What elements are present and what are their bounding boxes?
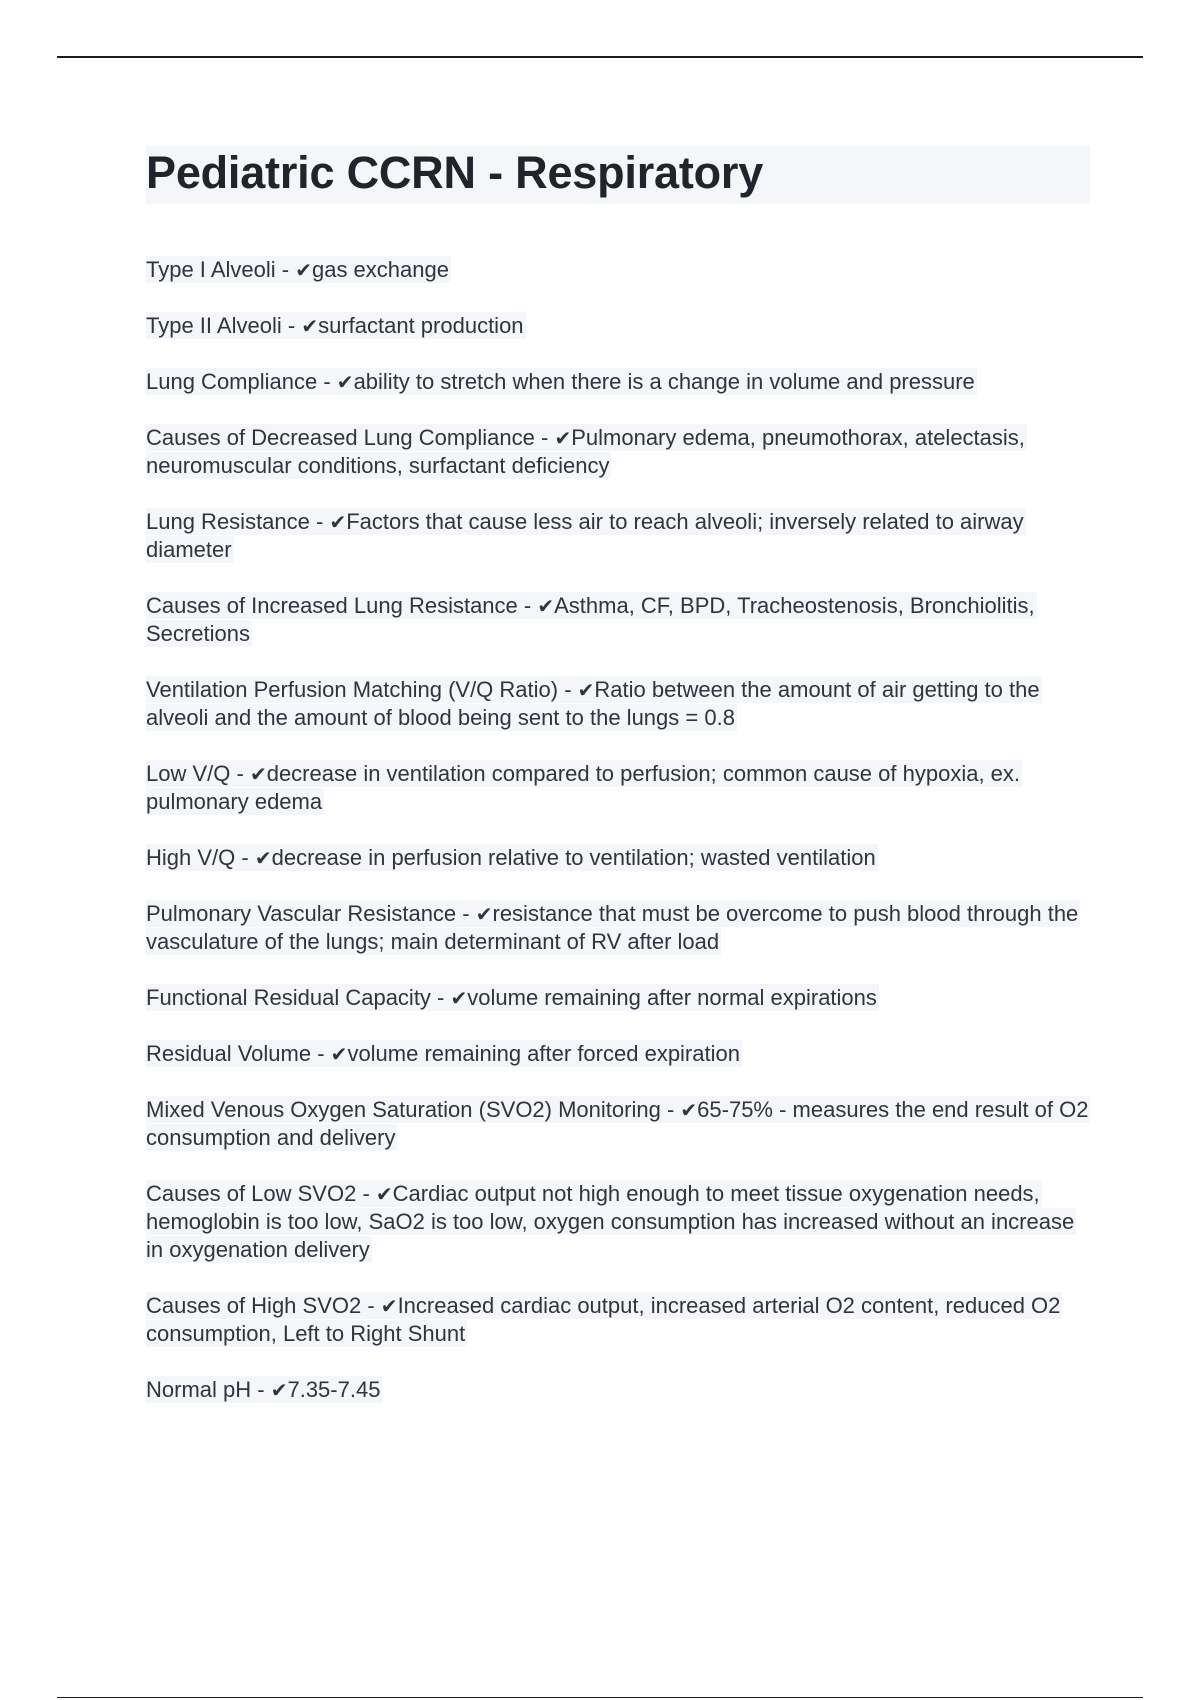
term-separator: -	[251, 1377, 271, 1402]
flashcard-entry	[146, 1376, 1090, 1404]
flashcard-definition: decrease in ventilation compared to perfusion; common cause of hypoxia, ex. pulmonary edema	[146, 761, 1021, 814]
flashcard-definition: 7.35-7.45	[287, 1377, 381, 1402]
flashcard-definition: Factors that cause less air to reach alveoli; inversely related to airway diameter	[146, 509, 1024, 562]
checkmark-icon: ✔	[380, 1294, 398, 1318]
document-content	[146, 146, 1090, 1432]
term-separator: -	[275, 257, 296, 282]
term-separator: -	[235, 845, 255, 870]
flashcard-term: Normal pH	[146, 1377, 252, 1402]
flashcard-definition: Cardiac output not high enough to meet tissue oxygenation needs, hemoglobin is too low, SaO2 is too low, oxygen consumption has increased without an increase in oxygenation delivery	[146, 1181, 1075, 1262]
flashcard-text	[146, 984, 879, 1011]
checkmark-icon: ✔	[475, 902, 493, 926]
flashcard-entry	[146, 256, 1090, 284]
term-separator: -	[281, 313, 302, 338]
term-separator: -	[558, 677, 578, 702]
term-separator: -	[517, 593, 538, 618]
flashcard-entry	[146, 312, 1090, 340]
flashcard-text	[146, 592, 1037, 647]
flashcard-term: Functional Residual Capacity	[146, 985, 431, 1010]
term-separator: -	[230, 761, 250, 786]
flashcard-text	[146, 1292, 1062, 1347]
flashcard-definition: Pulmonary edema, pneumothorax, atelectasis, neuromuscular conditions, surfactant deficiency	[146, 425, 1025, 478]
checkmark-icon: ✔	[254, 846, 272, 870]
flashcard-entry	[146, 424, 1090, 480]
flashcard-definition: volume remaining after forced expiration	[347, 1041, 740, 1066]
checkmark-icon: ✔	[330, 1042, 348, 1066]
flashcard-text	[146, 760, 1022, 815]
flashcard-term: Lung Resistance	[146, 509, 310, 534]
term-separator: -	[430, 985, 451, 1010]
bottom-rule	[57, 1697, 1143, 1698]
flashcard-text	[146, 256, 451, 283]
flashcard-text	[146, 312, 526, 339]
flashcard-list	[146, 256, 1090, 1404]
flashcard-definition: surfactant production	[318, 313, 524, 338]
flashcard-entry	[146, 1180, 1090, 1264]
checkmark-icon: ✔	[577, 678, 595, 702]
term-separator: -	[534, 425, 555, 450]
flashcard-text	[146, 1180, 1076, 1263]
flashcard-entry	[146, 508, 1090, 564]
checkmark-icon: ✔	[450, 986, 468, 1010]
flashcard-term: Causes of Decreased Lung Compliance	[146, 425, 535, 450]
checkmark-icon: ✔	[537, 594, 555, 618]
flashcard-term: Causes of Increased Lung Resistance	[146, 593, 518, 618]
flashcard-definition: Ratio between the amount of air getting to the alveoli and the amount of blood being sent to the lungs = 0.8	[146, 677, 1040, 730]
term-separator: -	[317, 369, 337, 394]
flashcard-text	[146, 844, 878, 871]
flashcard-definition: ability to stretch when there is a change in volume and pressure	[353, 369, 975, 394]
flashcard-entry	[146, 844, 1090, 872]
flashcard-entry	[146, 368, 1090, 396]
flashcard-term: Low V/Q	[146, 761, 231, 786]
flashcard-definition: 65-75% - measures the end result of O2 consumption and delivery	[146, 1097, 1089, 1150]
flashcard-text	[146, 900, 1080, 955]
flashcard-text	[146, 676, 1042, 731]
flashcard-entry	[146, 984, 1090, 1012]
checkmark-icon: ✔	[680, 1098, 698, 1122]
flashcard-entry	[146, 1040, 1090, 1068]
flashcard-text	[146, 368, 977, 395]
checkmark-icon: ✔	[295, 258, 312, 282]
checkmark-icon: ✔	[375, 1182, 393, 1206]
flashcard-entry	[146, 1096, 1090, 1152]
flashcard-entry	[146, 900, 1090, 956]
term-separator: -	[660, 1097, 681, 1122]
flashcard-term: Causes of Low SVO2	[146, 1181, 357, 1206]
flashcard-entry	[146, 592, 1090, 648]
flashcard-term: High V/Q	[146, 845, 236, 870]
top-rule	[57, 56, 1143, 58]
flashcard-term: Causes of High SVO2	[146, 1293, 362, 1318]
flashcard-definition: resistance that must be overcome to push blood through the vasculature of the lungs; main determinant of RV after load	[146, 901, 1079, 954]
flashcard-text	[146, 1040, 742, 1067]
flashcard-definition: volume remaining after normal expirations	[467, 985, 877, 1010]
term-separator: -	[309, 509, 330, 534]
flashcard-entry	[146, 760, 1090, 816]
flashcard-term: Mixed Venous Oxygen Saturation (SVO2) Monitoring	[146, 1097, 661, 1122]
checkmark-icon: ✔	[301, 314, 319, 338]
flashcard-text	[146, 1376, 382, 1403]
flashcard-definition: gas exchange	[311, 257, 449, 282]
checkmark-icon: ✔	[554, 426, 572, 450]
flashcard-term: Residual Volume	[146, 1041, 312, 1066]
term-separator: -	[311, 1041, 331, 1066]
flashcard-term: Pulmonary Vascular Resistance	[146, 901, 457, 926]
flashcard-term: Ventilation Perfusion Matching (V/Q Ratio)	[146, 677, 559, 702]
flashcard-entry	[146, 676, 1090, 732]
flashcard-entry	[146, 1292, 1090, 1348]
flashcard-term: Type I Alveoli	[146, 257, 276, 282]
flashcard-definition: Increased cardiac output, increased arterial O2 content, reduced O2 consumption, Left to Right Shunt	[146, 1293, 1061, 1346]
checkmark-icon: ✔	[336, 370, 354, 394]
checkmark-icon: ✔	[329, 510, 347, 534]
flashcard-term: Lung Compliance	[146, 369, 318, 394]
page-title: Pediatric CCRN - Respiratory	[146, 146, 1090, 204]
term-separator: -	[456, 901, 476, 926]
flashcard-definition: Asthma, CF, BPD, Tracheostenosis, Bronchiolitis, Secretions	[146, 593, 1035, 646]
checkmark-icon: ✔	[270, 1378, 288, 1402]
flashcard-text	[146, 1096, 1090, 1151]
flashcard-text	[146, 508, 1026, 563]
flashcard-text	[146, 424, 1027, 479]
checkmark-icon: ✔	[249, 762, 267, 786]
flashcard-term: Type II Alveoli	[146, 313, 282, 338]
term-separator: -	[356, 1181, 376, 1206]
flashcard-definition: decrease in perfusion relative to ventilation; wasted ventilation	[271, 845, 876, 870]
term-separator: -	[361, 1293, 381, 1318]
